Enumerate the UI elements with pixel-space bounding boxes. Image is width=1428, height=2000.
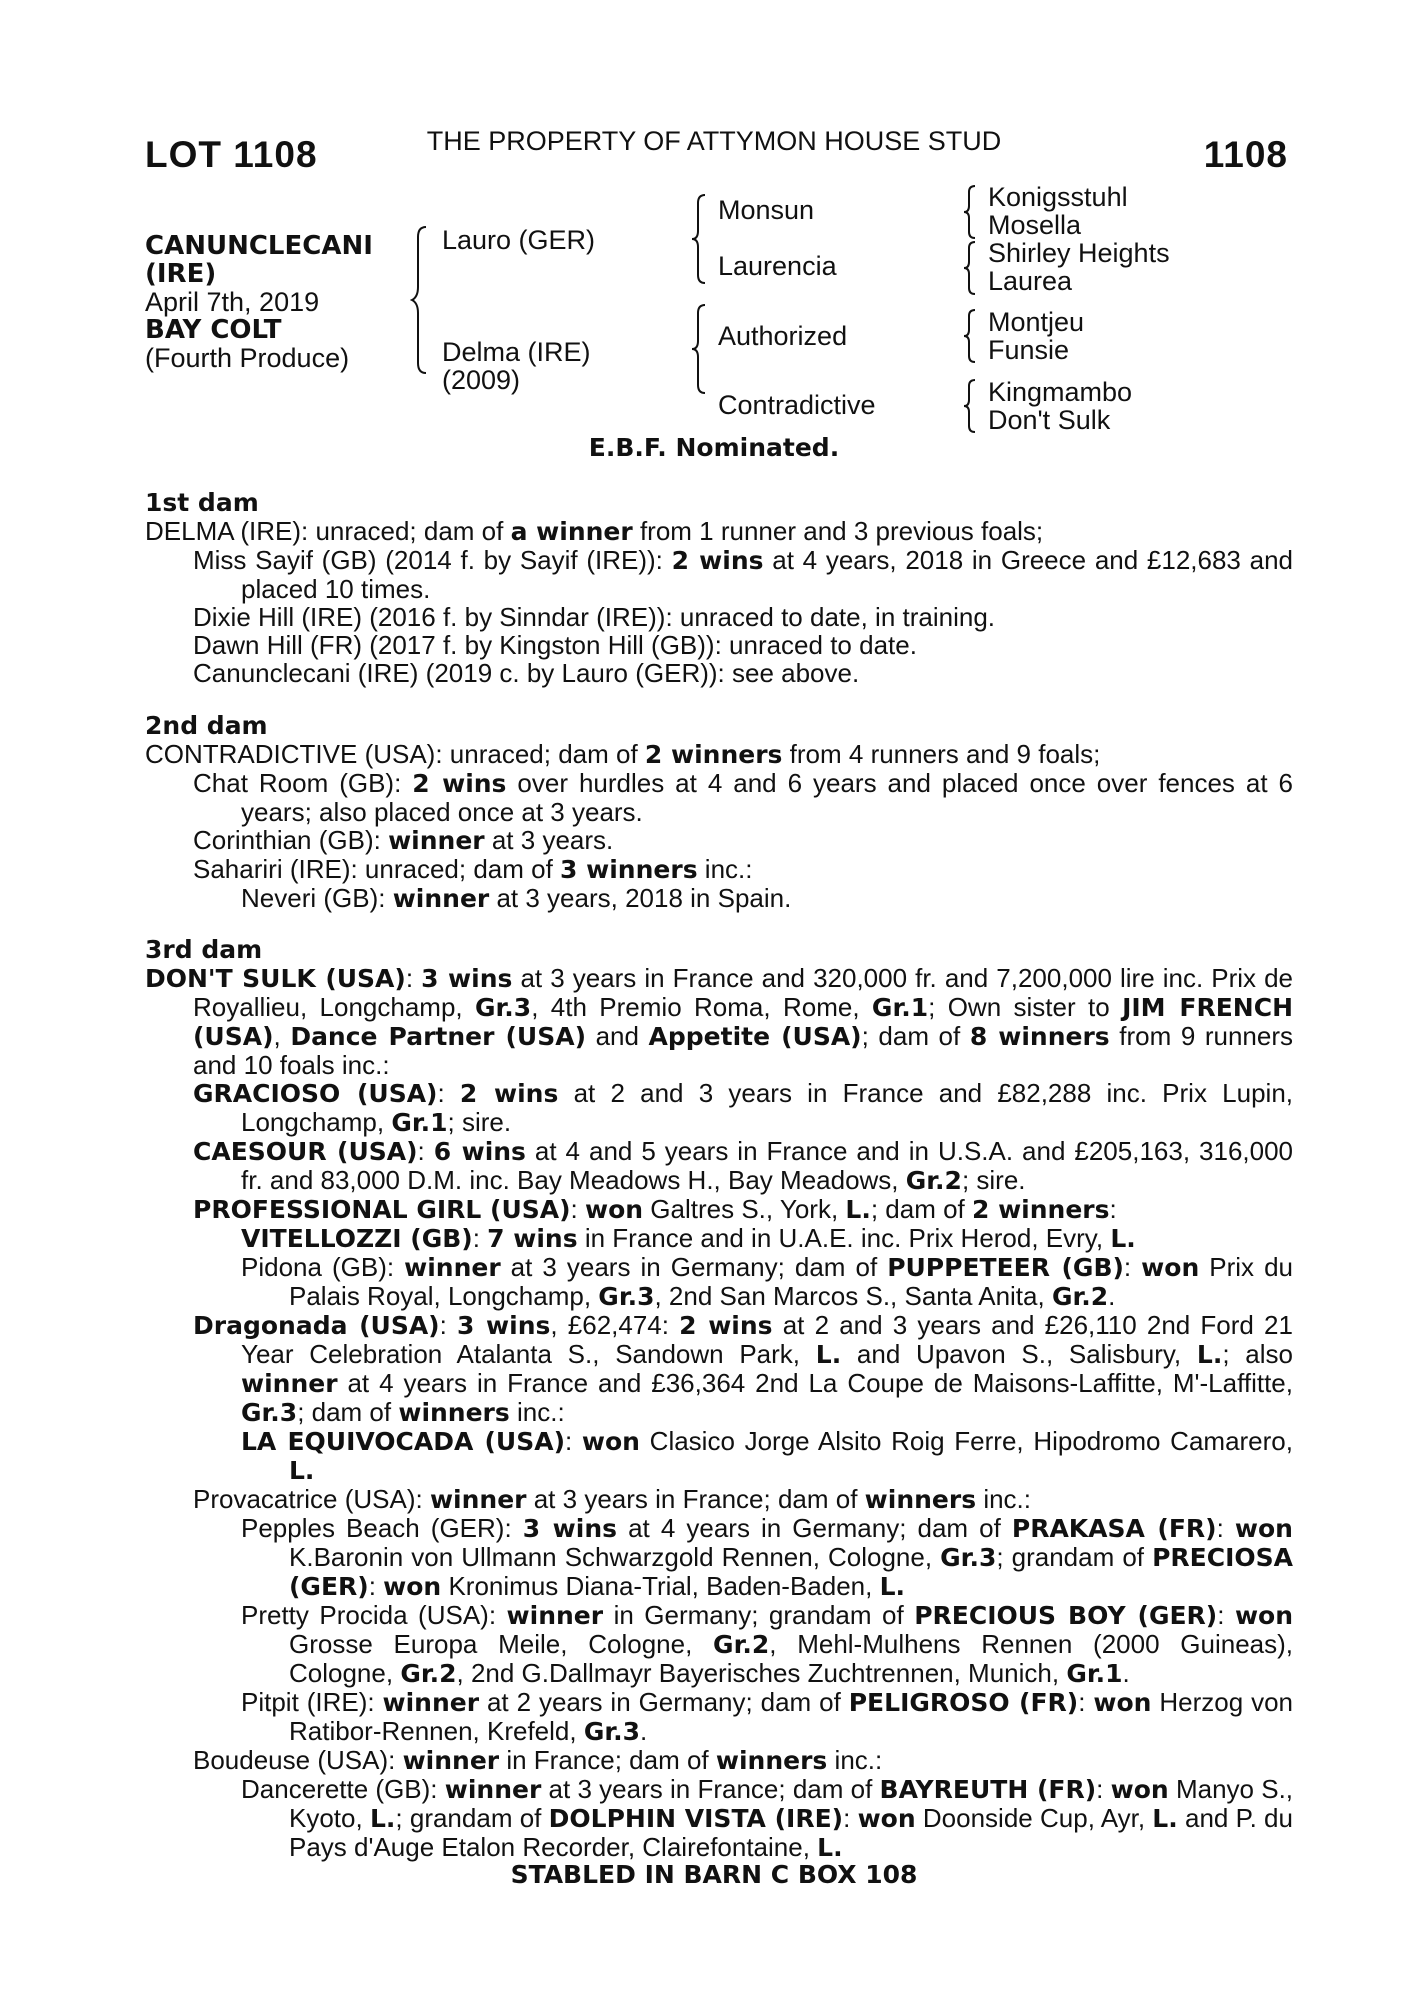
horse-description: BAY COLT	[145, 315, 282, 345]
second-dam-heading: 2nd dam	[145, 711, 268, 740]
pedigree-entry: GRACIOSO (USA): 2 wins at 2 and 3 years in France and £82,288 inc. Prix Lupin, Longchamp, Gr.1; sire.	[193, 1078, 1294, 1137]
pedigree-entry: PROFESSIONAL GIRL (USA): won Galtres S., York, L.; dam of 2 winners:	[193, 1194, 1117, 1224]
pedigree-entry: Canunclecani (IRE) (2019 c. by Lauro (GER)): see above.	[193, 658, 860, 688]
first-dam-heading: 1st dam	[145, 488, 259, 517]
third-dam-lines	[145, 964, 1293, 1862]
dam-year: (2009)	[442, 365, 521, 395]
horse-origin: (IRE)	[145, 259, 217, 289]
ggp-7: Kingmambo	[988, 377, 1133, 407]
pedigree-entry: Sahariri (IRE): unraced; dam of 3 winners inc.:	[193, 854, 753, 884]
dam-name: Delma (IRE)	[442, 337, 591, 367]
pedigree-entry: LA EQUIVOCADA (USA): won Clasico Jorge Alsito Roig Ferre, Hipodromo Camarero, L.	[241, 1426, 1293, 1485]
pedigree-entry: Dawn Hill (FR) (2017 f. by Kingston Hill (GB)): unraced to date.	[193, 630, 917, 660]
pedigree-entry: Boudeuse (USA): winner in France; dam of winners inc.:	[193, 1745, 883, 1775]
sire-sire: Monsun	[718, 195, 815, 225]
pedigree-entry: Chat Room (GB): 2 wins over hurdles at 4 and 6 years and placed once over fences at 6 years; also placed once at 3 years.	[193, 768, 1293, 827]
pedigree-brace-ggp4	[962, 378, 978, 434]
pedigree-brace-ggp2	[962, 240, 978, 296]
ebf-nomination: E.B.F. Nominated.	[588, 433, 840, 462]
lot-number: 1108	[1203, 134, 1288, 175]
pedigree-entry: Pitpit (IRE): winner at 2 years in Germany; dam of PELIGROSO (FR): won Herzog von Ratibor-Rennen, Krefeld, Gr.3.	[241, 1687, 1294, 1746]
property-title: THE PROPERTY OF ATTYMON HOUSE STUD	[426, 126, 1002, 156]
ggp-1: Konigsstuhl	[988, 182, 1128, 212]
stabling-info: STABLED IN BARN C BOX 108	[510, 1860, 918, 1889]
dam-sire: Authorized	[718, 321, 848, 351]
ggp-5: Montjeu	[988, 307, 1085, 337]
first-dam-lines	[145, 517, 1293, 687]
pedigree-entry: Dixie Hill (IRE) (2016 f. by Sinndar (IRE)): unraced to date, in training.	[193, 602, 996, 632]
dam-dam: Contradictive	[718, 390, 876, 420]
pedigree-brace-sire	[690, 193, 708, 285]
ggp-8: Don't Sulk	[988, 405, 1111, 435]
second-dam-section	[145, 712, 1293, 913]
pedigree-entry: Provacatrice (USA): winner at 3 years in France; dam of winners inc.:	[193, 1484, 1032, 1514]
pedigree-entry: Pretty Procida (USA): winner in Germany; grandam of PRECIOUS BOY (GER): won Grosse Europa Meile, Cologne, Gr.2, Mehl-Mulhens Rennen (2000 Guineas), Cologne, Gr.2, 2nd G.Dallmayr Bayerisches Zuchtrennen, Munich, Gr.1.	[241, 1600, 1294, 1688]
third-dam-section	[145, 936, 1293, 1862]
pedigree-entry: Neveri (GB): winner at 3 years, 2018 in Spain.	[241, 883, 792, 913]
pedigree-entry: CAESOUR (USA): 6 wins at 4 and 5 years in France and in U.S.A. and £205,163, 316,000 fr. and 83,000 D.M. inc. Bay Meadows H., Bay Meadows, Gr.2; sire.	[193, 1136, 1294, 1195]
foaling-date: April 7th, 2019	[145, 287, 320, 317]
pedigree-brace-ggp3	[962, 308, 978, 364]
horse-details	[145, 232, 373, 372]
second-dam-lines	[145, 740, 1293, 913]
pedigree-brace-ggp1	[962, 184, 978, 240]
sire-dam: Laurencia	[718, 251, 837, 281]
pedigree-entry: Dancerette (GB): winner at 3 years in France; dam of BAYREUTH (FR): won Manyo S., Kyoto, L.; grandam of DOLPHIN VISTA (IRE): won Doonside Cup, Ayr, L. and P. du Pays d'Auge Etalon Recorder, Clairefontaine, L.	[241, 1774, 1294, 1862]
ggp-4: Laurea	[988, 266, 1073, 296]
ggp-2: Mosella	[988, 210, 1082, 240]
pedigree-entry: Pepples Beach (GER): 3 wins at 4 years in Germany; dam of PRAKASA (FR): won K.Baronin von Ullmann Schwarzgold Rennen, Cologne, Gr.3; grandam of PRECIOSA (GER): won Kronimus Diana-Trial, Baden-Baden, L.	[241, 1513, 1293, 1601]
pedigree-brace-main	[410, 225, 430, 375]
horse-name: CANUNCLECANI	[145, 231, 373, 261]
first-dam-section	[145, 489, 1293, 687]
pedigree-entry: DELMA (IRE): unraced; dam of a winner from 1 runner and 3 previous foals;	[145, 516, 1044, 546]
ggp-3: Shirley Heights	[988, 238, 1170, 268]
pedigree-entry: CONTRADICTIVE (USA): unraced; dam of 2 winners from 4 runners and 9 foals;	[145, 739, 1101, 769]
pedigree-entry: Corinthian (GB): winner at 3 years.	[193, 825, 614, 855]
pedigree-entry: Pidona (GB): winner at 3 years in Germany; dam of PUPPETEER (GB): won Prix du Palais Royal, Longchamp, Gr.3, 2nd San Marcos S., Santa Anita, Gr.2.	[241, 1252, 1293, 1311]
produce-number: (Fourth Produce)	[145, 343, 350, 373]
pedigree-entry: Dragonada (USA): 3 wins, £62,474: 2 wins at 2 and 3 years and £26,110 2nd Ford 21 Year Celebration Atalanta S., Sandown Park, L. and Upavon S., Salisbury, L.; also winner at 4 years in France and £36,364 2nd La Coupe de Maisons-Laffitte, M'-Laffitte, Gr.3; dam of winners inc.:	[193, 1310, 1293, 1427]
lot-label: LOT 1108	[145, 134, 318, 175]
pedigree-entry: Miss Sayif (GB) (2014 f. by Sayif (IRE)): 2 wins at 4 years, 2018 in Greece and £12,683 and placed 10 times.	[193, 545, 1293, 604]
sire-name: Lauro (GER)	[442, 225, 596, 255]
ggp-6: Funsie	[988, 335, 1070, 365]
pedigree-entry: DON'T SULK (USA): 3 wins at 3 years in France and 320,000 fr. and 7,200,000 lire inc. Prix de Royallieu, Longchamp, Gr.3, 4th Premio Roma, Rome, Gr.1; Own sister to JIM FRENCH (USA), Dance Partner (USA) and Appetite (USA); dam of 8 winners from 9 runners and 10 foals inc.:	[145, 963, 1294, 1080]
pedigree-brace-dam	[690, 303, 708, 395]
pedigree-entry: VITELLOZZI (GB): 7 wins in France and in U.A.E. inc. Prix Herod, Evry, L.	[241, 1223, 1136, 1253]
third-dam-heading: 3rd dam	[145, 935, 263, 964]
